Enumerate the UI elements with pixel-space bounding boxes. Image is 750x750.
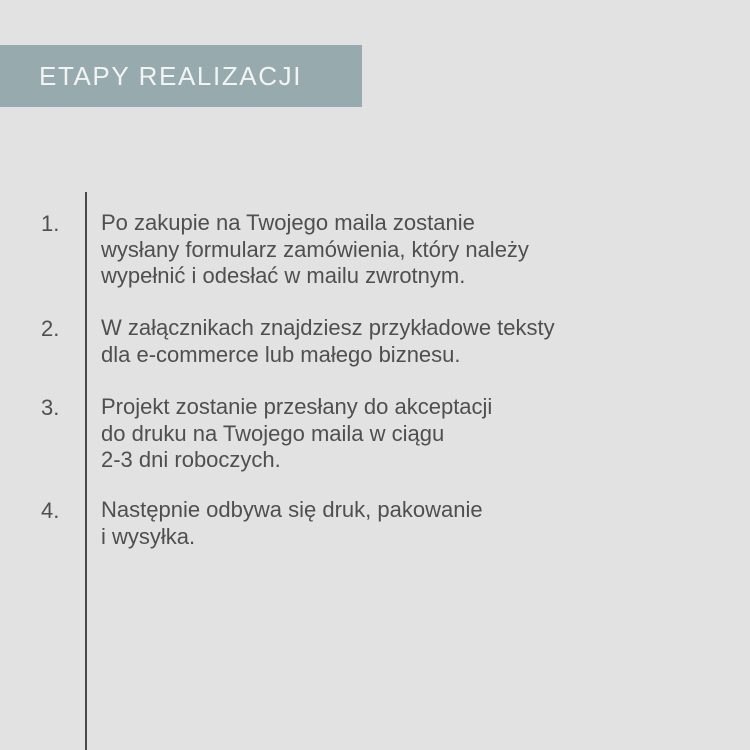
step-text-line: wypełnić i odesłać w mailu zwrotnym. — [101, 263, 466, 288]
step-text-line: W załącznikach znajdziesz przykładowe teksty — [101, 315, 555, 340]
step-text — [101, 315, 731, 368]
step-number: 3. — [41, 395, 60, 420]
step-number: 2. — [41, 316, 60, 341]
step-text-line: dla e-commerce lub małego biznesu. — [101, 341, 461, 367]
step-text-line: 2-3 dni roboczych. — [101, 447, 281, 472]
step-text — [101, 497, 731, 550]
step-text-line: i wysyłka. — [101, 523, 196, 549]
step-text-line: Po zakupie na Twojego maila zostanie — [101, 210, 475, 235]
step-number: 1. — [41, 211, 60, 236]
step-text-line: wysłany formularz zamówienia, który należy — [101, 236, 529, 262]
step-text-line: Następnie odbywa się druk, pakowanie — [101, 497, 483, 522]
step-number: 4. — [41, 498, 60, 523]
step-text-line: do druku na Twojego maila w ciągu — [101, 420, 445, 446]
step-text — [101, 210, 731, 290]
step-text-line: Projekt zostanie przesłany do akceptacji — [101, 394, 493, 419]
step-text — [101, 394, 731, 474]
page-title: ETAPY REALIZACJI — [39, 60, 303, 91]
